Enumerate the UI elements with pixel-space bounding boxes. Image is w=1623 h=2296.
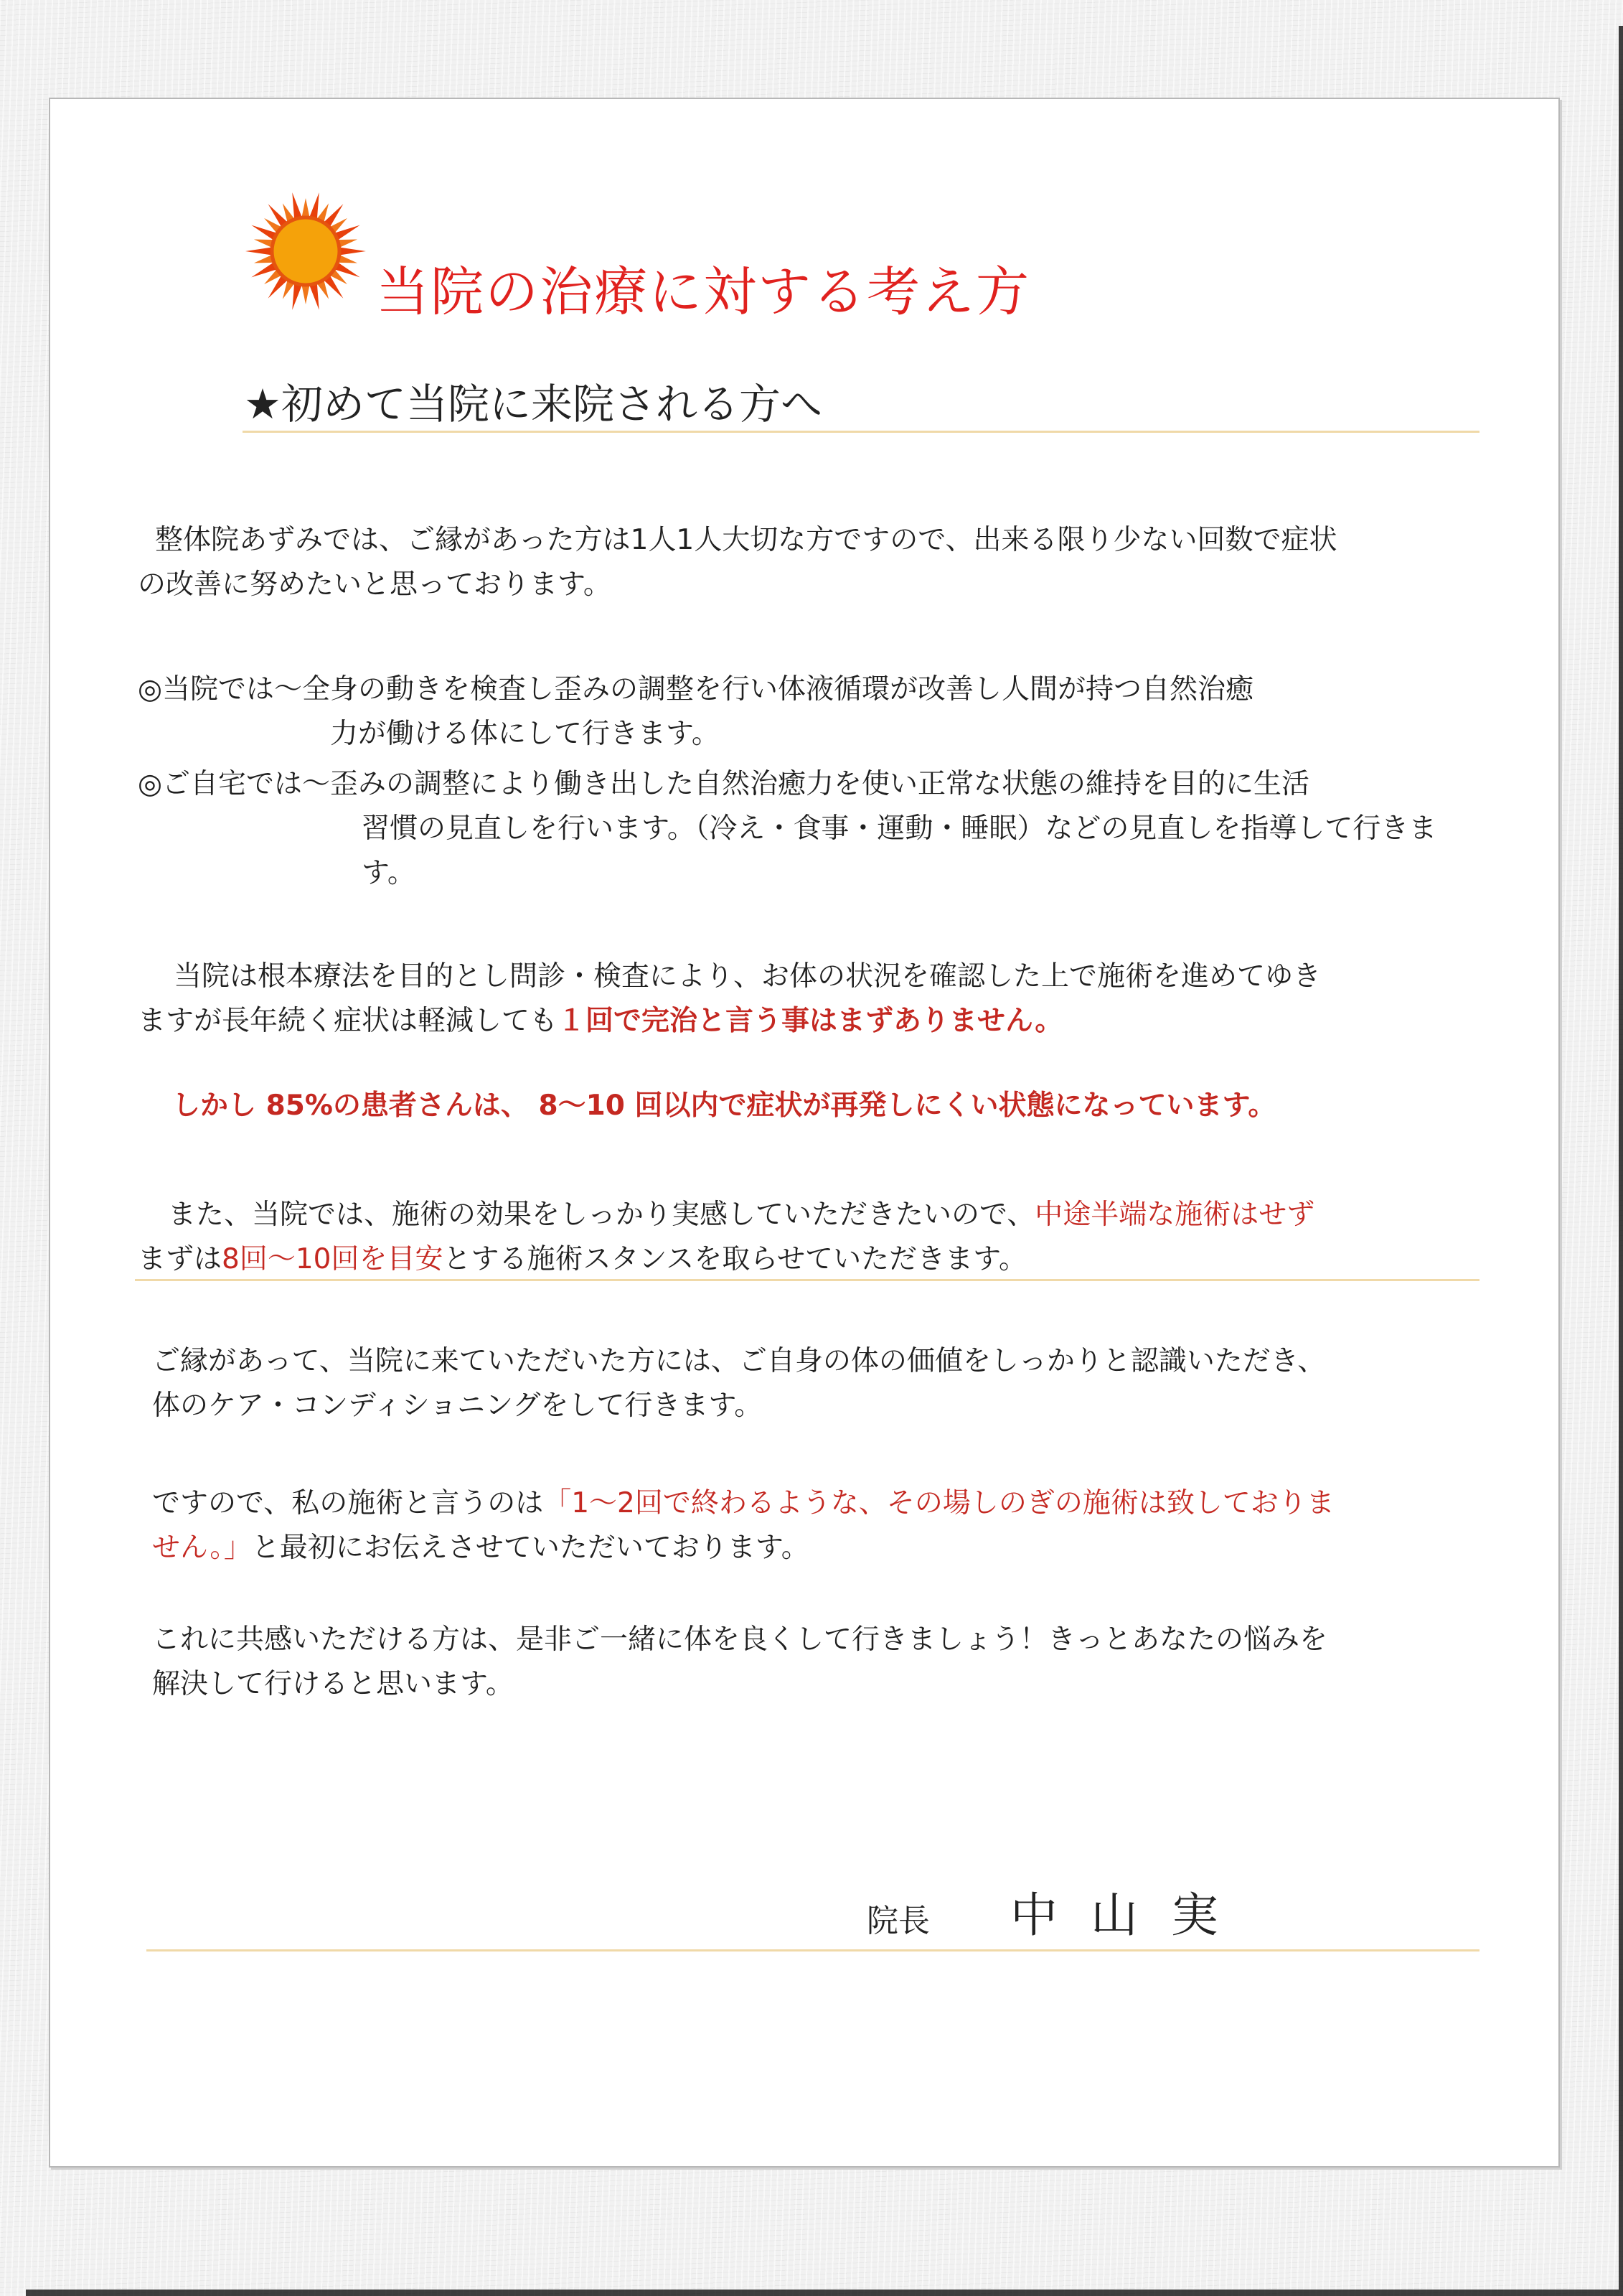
- point-home-line-2: 習慣の見直しを行います。（冷え・食事・運動・睡眠）などの見直しを指導して行きま: [362, 812, 1437, 845]
- signature-title: 院長: [867, 1903, 930, 1939]
- point-home: [138, 762, 1436, 896]
- sun-ray: [309, 284, 319, 310]
- sun-ray: [309, 192, 319, 219]
- closing-p2-quote-end: せん。」: [152, 1532, 252, 1564]
- policy-no-single-cure: １回で完治と言う事はまずありません。: [558, 1005, 1063, 1037]
- closing-p3-line-2: 解決して行けると思います。: [152, 1668, 514, 1700]
- policy-paragraph: [138, 955, 1321, 1044]
- stance-line-1: [138, 1193, 1314, 1237]
- policy-line-1: 当院は根本療法を目的とし問診・検査により、お体の状況を確認した上で施術を進めてゆき: [174, 960, 1322, 993]
- policy-line-2: [138, 999, 1321, 1044]
- closing-paragraph-2: [152, 1481, 1335, 1570]
- closing-p2-line-1: [152, 1481, 1335, 1526]
- closing-p2-line-2-text: と最初にお伝えさせていただいております。: [251, 1532, 809, 1564]
- sun-ray: [302, 198, 310, 217]
- signature-name: 中山実: [1010, 1888, 1251, 1943]
- sun-icon: [244, 189, 367, 313]
- stance-no-halfway: 中途半端な施術はせず: [1035, 1199, 1315, 1231]
- stance-line-1-text: また、当院では、施術の効果をしっかり実感していただきたいので、: [168, 1199, 1035, 1231]
- sun-ray: [292, 192, 301, 219]
- stance-line-2-start: まずは: [138, 1243, 222, 1275]
- point-clinic: [138, 667, 1253, 756]
- closing-p2-line-2: [152, 1526, 1335, 1570]
- stance-paragraph: [138, 1193, 1314, 1282]
- closing-p2-quote-start: 「1～2回で終わるような、その場しのぎの施術は致しておりま: [543, 1487, 1335, 1519]
- sun-ray: [338, 255, 357, 263]
- sun-ray: [302, 286, 310, 304]
- subtitle-divider: [243, 431, 1479, 433]
- sun-ray: [254, 240, 273, 248]
- stance-line-2: [138, 1237, 1314, 1282]
- page-title: 当院の治療に対する考え方: [376, 261, 1030, 323]
- sun-ray: [245, 248, 271, 256]
- intro-line-1: 整体院あずみでは、ご縁があった方は1人1人大切な方ですので、出来る限り少ない回数で症状: [155, 524, 1337, 556]
- closing-p2-text: ですので、私の施術と言うのは: [152, 1487, 544, 1519]
- point-home-line-1: ◎ご自宅では～歪みの調整により働き出した自然治癒力を使い正常な状態の維持を目的に生活: [138, 768, 1310, 800]
- closing-paragraph-1: [152, 1339, 1325, 1428]
- stance-session-target: 8回～10回を目安: [222, 1243, 443, 1275]
- sun-ray: [338, 240, 357, 248]
- stance-divider: [135, 1279, 1479, 1281]
- intro-line-2: の改善に努めたいと思っております。: [138, 568, 611, 601]
- policy-line-2-text: ますが長年続く症状は軽減しても: [138, 1005, 558, 1037]
- page-subtitle: ★初めて当院に来院される方へ: [244, 380, 822, 428]
- closing-p1-line-1: ご縁があって、当院に来ていただいた方には、ご自身の体の価値をしっかりと認識いただき、: [152, 1345, 1326, 1377]
- point-clinic-line-1: ◎当院では～全身の動きを検査し歪みの調整を行い体液循環が改善し人間が持つ自然治癒: [138, 673, 1254, 706]
- sun-ray: [340, 248, 366, 256]
- closing-p3-line-1: これに共感いただける方は、是非ご一緒に体を良くして行きましょう！きっとあなたの悩みを: [152, 1623, 1328, 1656]
- stance-line-2-end: とする施術スタンスを取らせていただきます。: [443, 1243, 1027, 1275]
- sun-ray: [254, 255, 273, 263]
- intro-paragraph: [138, 518, 1337, 607]
- closing-paragraph-3: [152, 1618, 1327, 1707]
- closing-p1-line-2: 体のケア・コンディショニングをして行きます。: [152, 1390, 763, 1422]
- point-home-line-3: す。: [362, 857, 415, 889]
- signature-divider: [146, 1949, 1479, 1951]
- sun-ray: [292, 284, 301, 310]
- point-clinic-line-2: 力が働ける体にして行きます。: [330, 718, 720, 750]
- recovery-highlight: しかし 85%の患者さんは、 8～10 回以内で症状が再発しにくい状態になっています。: [172, 1090, 1276, 1122]
